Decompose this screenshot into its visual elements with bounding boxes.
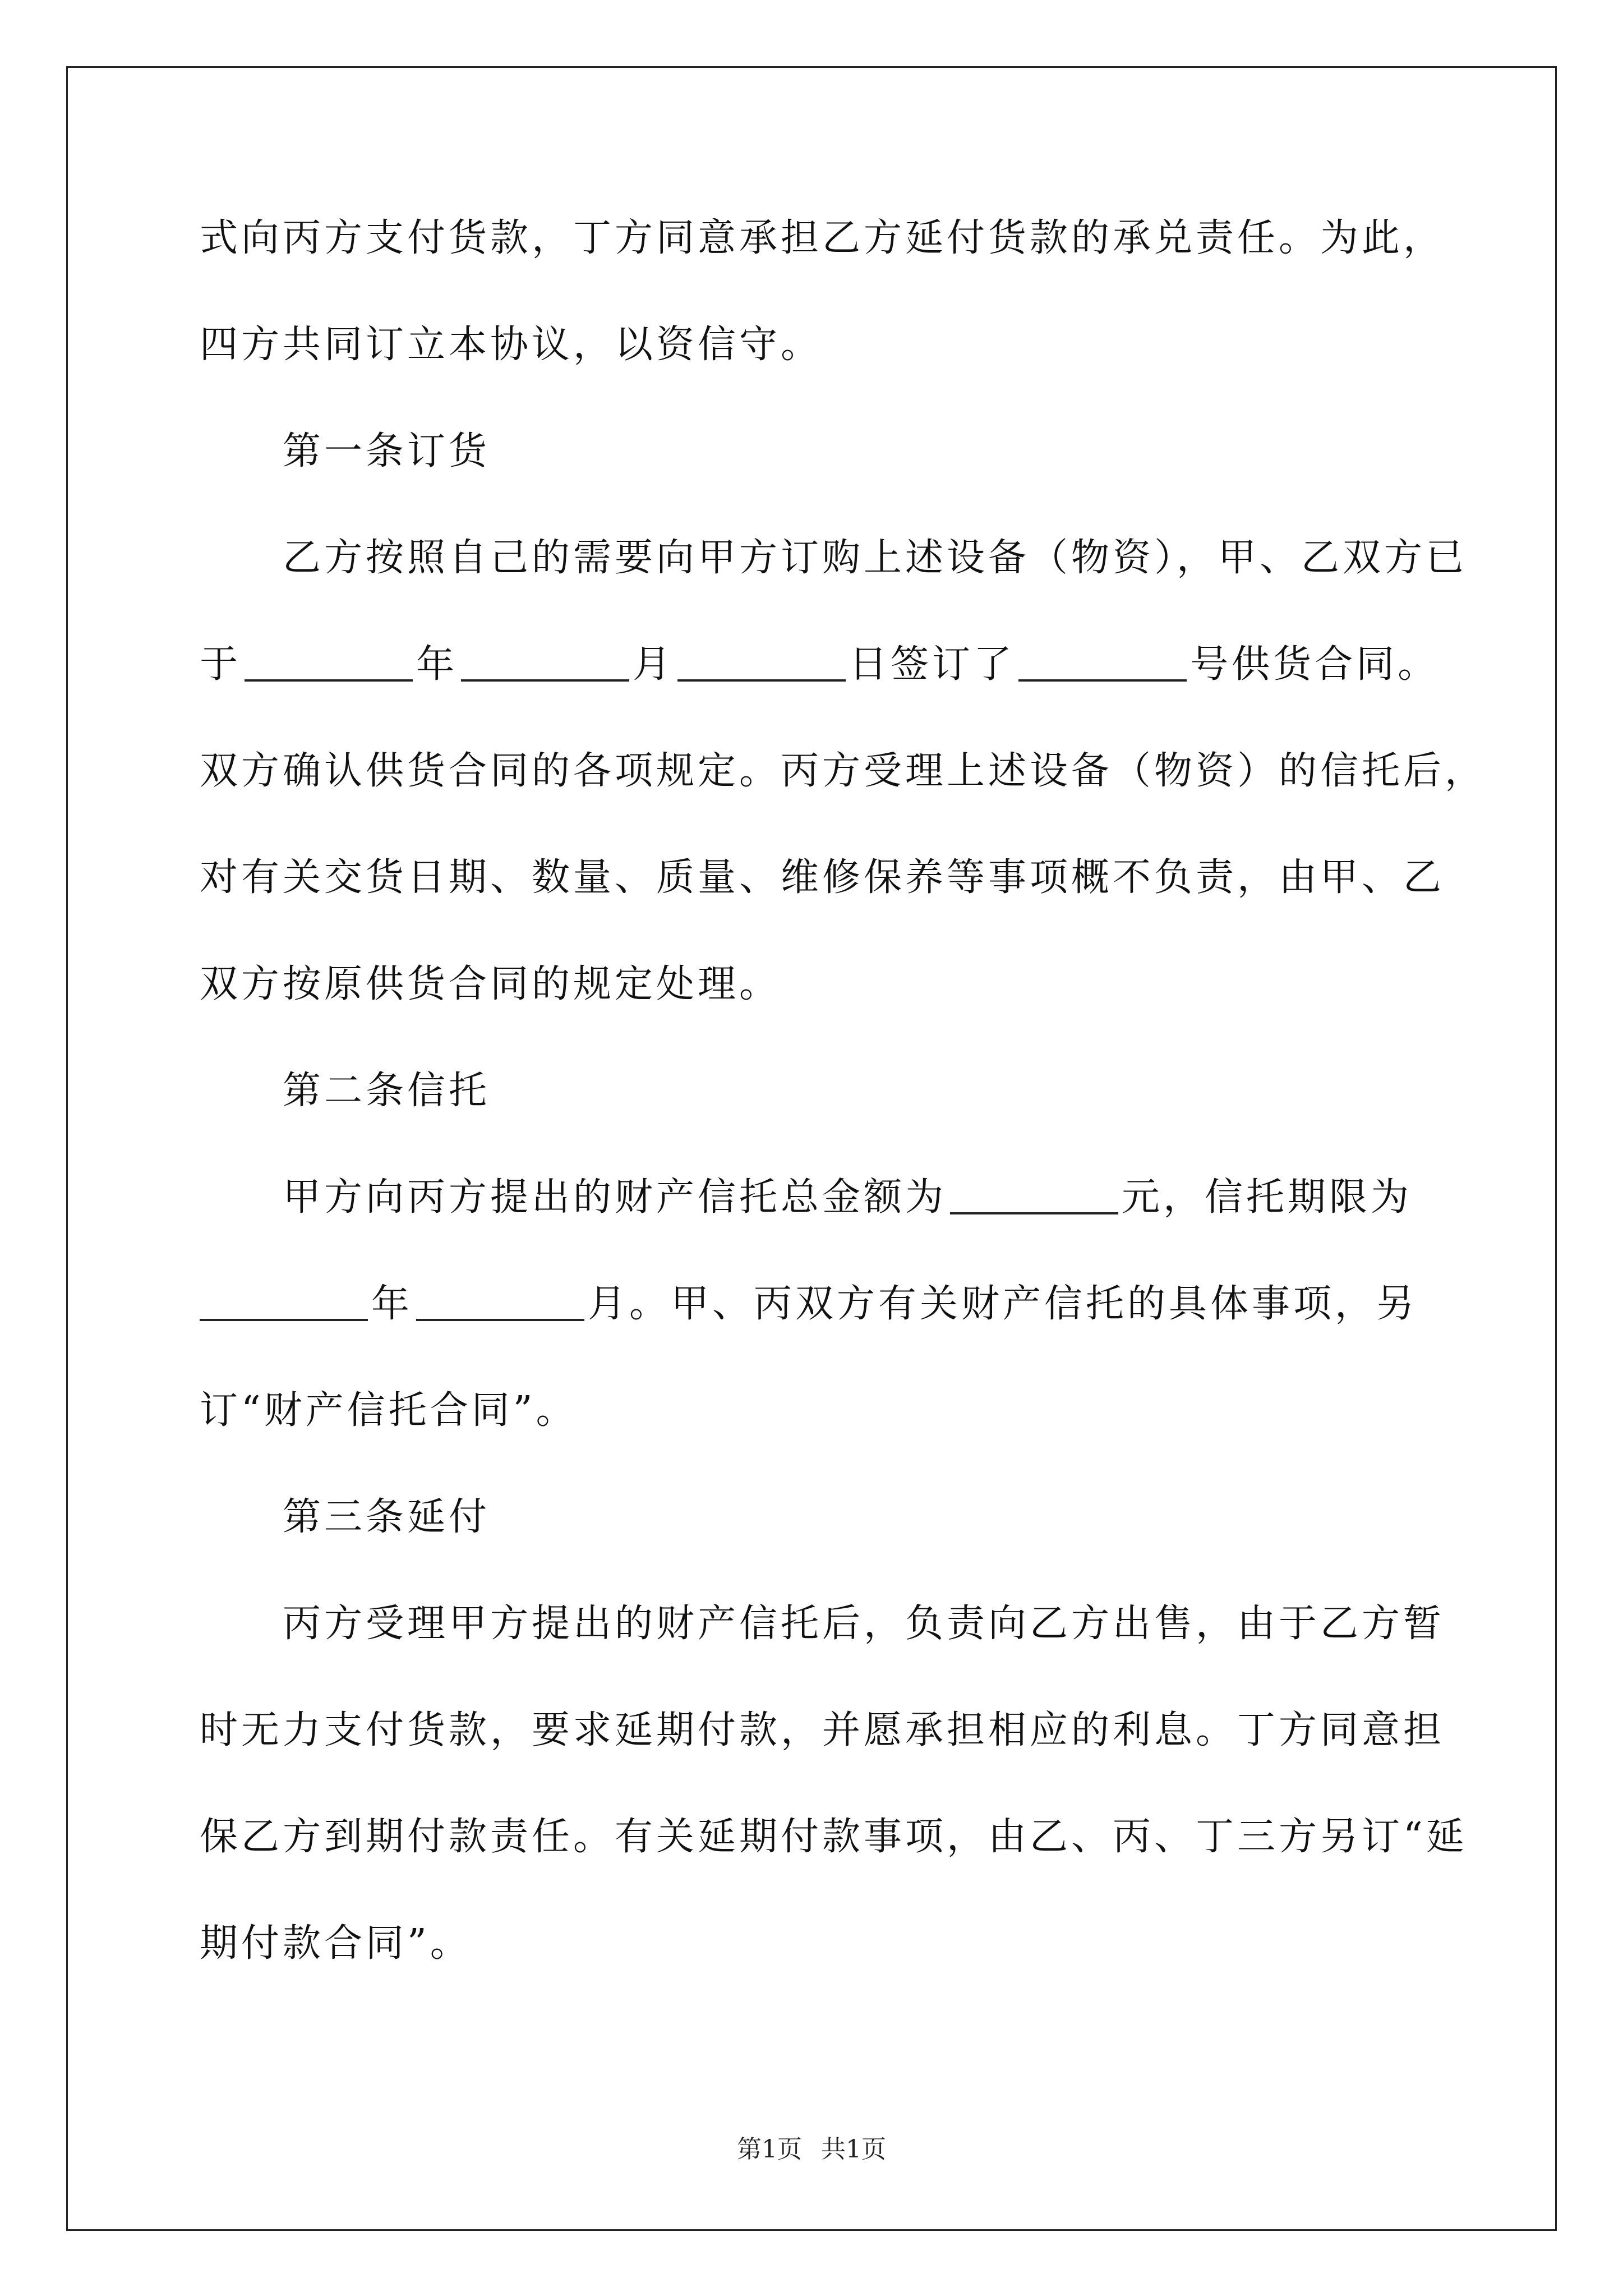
- paragraph-line: 乙方按照自己的需要向甲方订购上述设备（物资），甲、乙双方已: [283, 536, 1468, 580]
- fill-in-blank: [461, 640, 629, 682]
- fill-in-blank: [245, 640, 413, 682]
- text-fragment: 号供货合同。: [1190, 642, 1440, 687]
- text-fragment: 日签订了: [849, 642, 1016, 687]
- document-body: [200, 185, 1487, 1997]
- article-heading: 第三条延付: [283, 1495, 491, 1539]
- paragraph-line-with-blanks: [200, 611, 1440, 718]
- fill-in-blank: [950, 1173, 1118, 1214]
- paragraph-line-with-blanks: [200, 1251, 1428, 1358]
- fill-in-blank: [677, 640, 846, 682]
- fill-in-blank: [416, 1280, 584, 1321]
- paragraph-line: 时无力支付货款，要求延期付款，并愿承担相应的利息。丁方同意担: [200, 1708, 1445, 1752]
- paragraph-line: 四方共同订立本协议，以资信守。: [200, 323, 823, 367]
- paragraph-line: 期付款合同”。: [200, 1921, 472, 1966]
- text-fragment: 甲方向丙方提出的财产信托总金额为: [283, 1175, 947, 1220]
- page-total: 共1页: [821, 2135, 886, 2164]
- text-fragment: 年: [371, 1282, 413, 1326]
- page-footer: [0, 2129, 1623, 2165]
- text-fragment: 月。甲、丙双方有关财产信托的具体事项，另: [588, 1282, 1418, 1326]
- fill-in-blank: [200, 1280, 368, 1321]
- text-fragment: 月: [633, 642, 675, 687]
- paragraph-line-with-blanks: [200, 1144, 1428, 1251]
- paragraph-line: 双方按原供货合同的规定处理。: [200, 962, 781, 1006]
- text-fragment: 于: [200, 642, 242, 687]
- page-number: 第1页: [737, 2135, 802, 2164]
- article-heading: 第二条信托: [283, 1069, 491, 1113]
- fill-in-blank: [1018, 640, 1187, 682]
- paragraph-line: 式向丙方支付货款，丁方同意承担乙方延付货款的承兑责任。为此，: [200, 216, 1445, 260]
- paragraph-line: 保乙方到期付款责任。有关延期付款事项，由乙、丙、丁三方另订“延: [200, 1815, 1468, 1859]
- paragraph-line: 对有关交货日期、数量、质量、维修保养等事项概不负责，由甲、乙: [200, 855, 1445, 900]
- paragraph-line: 双方确认供货合同的各项规定。丙方受理上述设备（物资）的信托后，: [200, 749, 1487, 793]
- text-fragment: 元，信托期限为: [1122, 1175, 1413, 1220]
- text-fragment: 年: [416, 642, 458, 687]
- paragraph-line: 订“财产信托合同”。: [200, 1388, 578, 1433]
- paragraph-line: 丙方受理甲方提出的财产信托后，负责向乙方出售，由于乙方暂: [283, 1602, 1445, 1646]
- article-heading: 第一条订货: [283, 429, 491, 473]
